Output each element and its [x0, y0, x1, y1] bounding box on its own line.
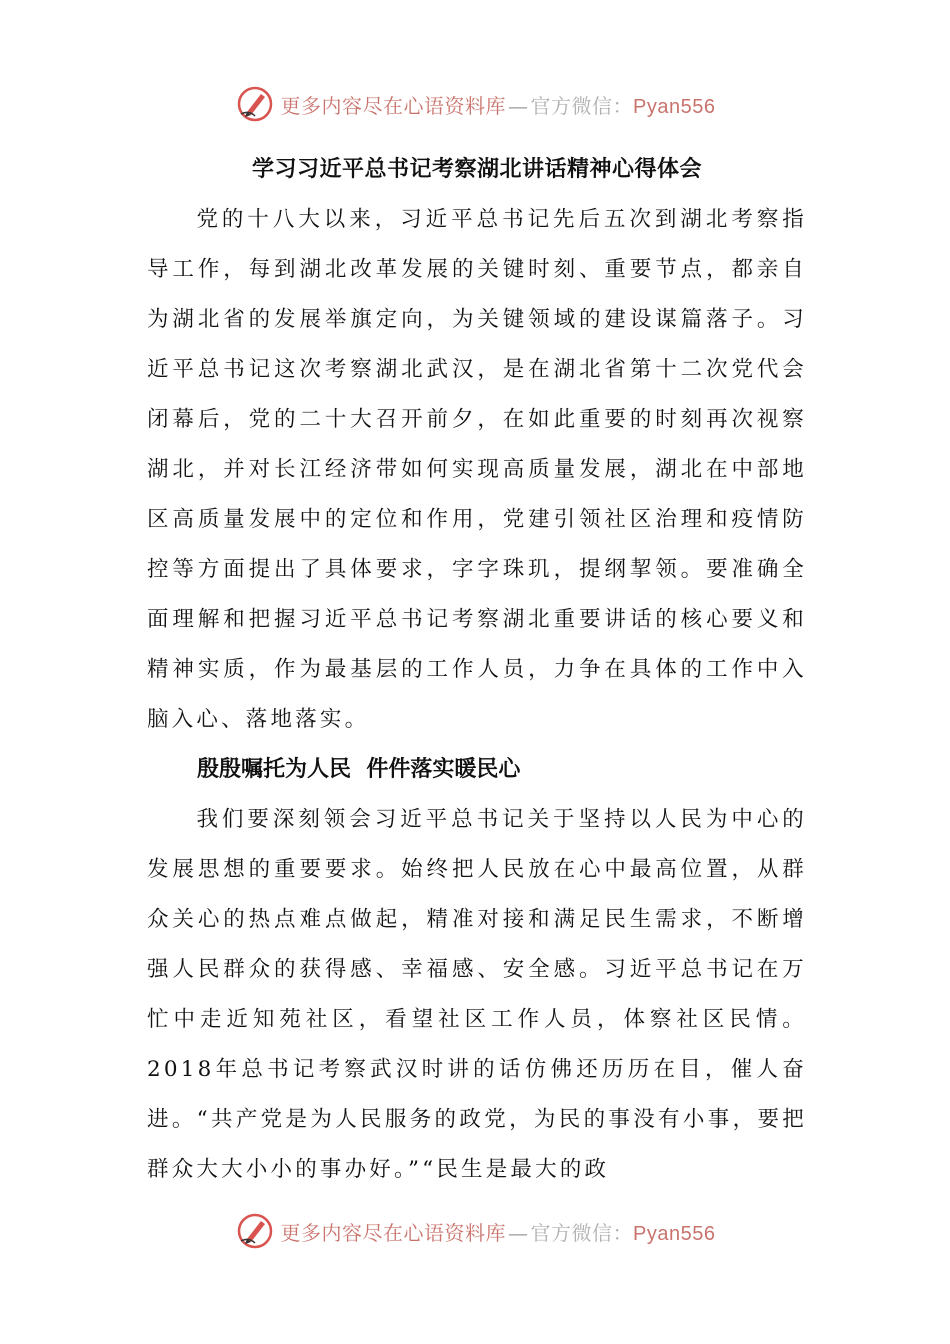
paragraph-2: 我们要深刻领会习近平总书记关于坚持以人民为中心的发展思想的重要要求。始终把人民放在心中最高位置，从群众关心的热点难点做起，精准对接和满足民生需求，不断增强人民群众的获得感、幸福感、安全感。习近平总书记在万忙中走近知苑社区，看望社区工作人员，体察社区民情。2018年总书记考察武汉时讲的话仿佛还历历在目，催人奋进。“共产党是为人民服务的政党，为民的事没有小事，要把群众大大小小的事办好。”“民生是最大的政 — [147, 807, 807, 1182]
watermark-header — [0, 82, 950, 126]
pen-logo-icon — [235, 1211, 275, 1251]
document-body — [147, 145, 807, 1195]
watermark-text: 更多内容尽在心语资料库 — 官方微信：Pyan556 — [280, 1220, 716, 1245]
section-heading: 殷殷嘱托为人民 件件落实暖民心 — [197, 757, 521, 782]
paragraph-1: 党的十八大以来，习近平总书记先后五次到湖北考察指导工作，每到湖北改革发展的关键时刻、重要节点，都亲自为湖北省的发展举旗定向，为关键领域的建设谋篇落子。习近平总书记这次考察湖北武汉，是在湖北省第十二次党代会闭幕后，党的二十大召开前夕，在如此重要的时刻再次视察湖北，并对长江经济带如何实现高质量发展，湖北在中部地区高质量发展中的定位和作用，党建引领社区治理和疫情防控等方面提出了具体要求，字字珠玑，提纲挈领。要准确全面理解和把握习近平总书记考察湖北重要讲话的核心要义和精神实质，作为最基层的工作人员，力争在具体的工作中入脑入心、落地落实。 — [147, 207, 807, 732]
pen-logo-icon — [235, 84, 275, 124]
watermark-footer — [0, 1209, 950, 1253]
watermark-text: 更多内容尽在心语资料库 — 官方微信：Pyan556 — [280, 93, 716, 118]
document-title: 学习习近平总书记考察湖北讲话精神心得体会 — [251, 157, 702, 182]
